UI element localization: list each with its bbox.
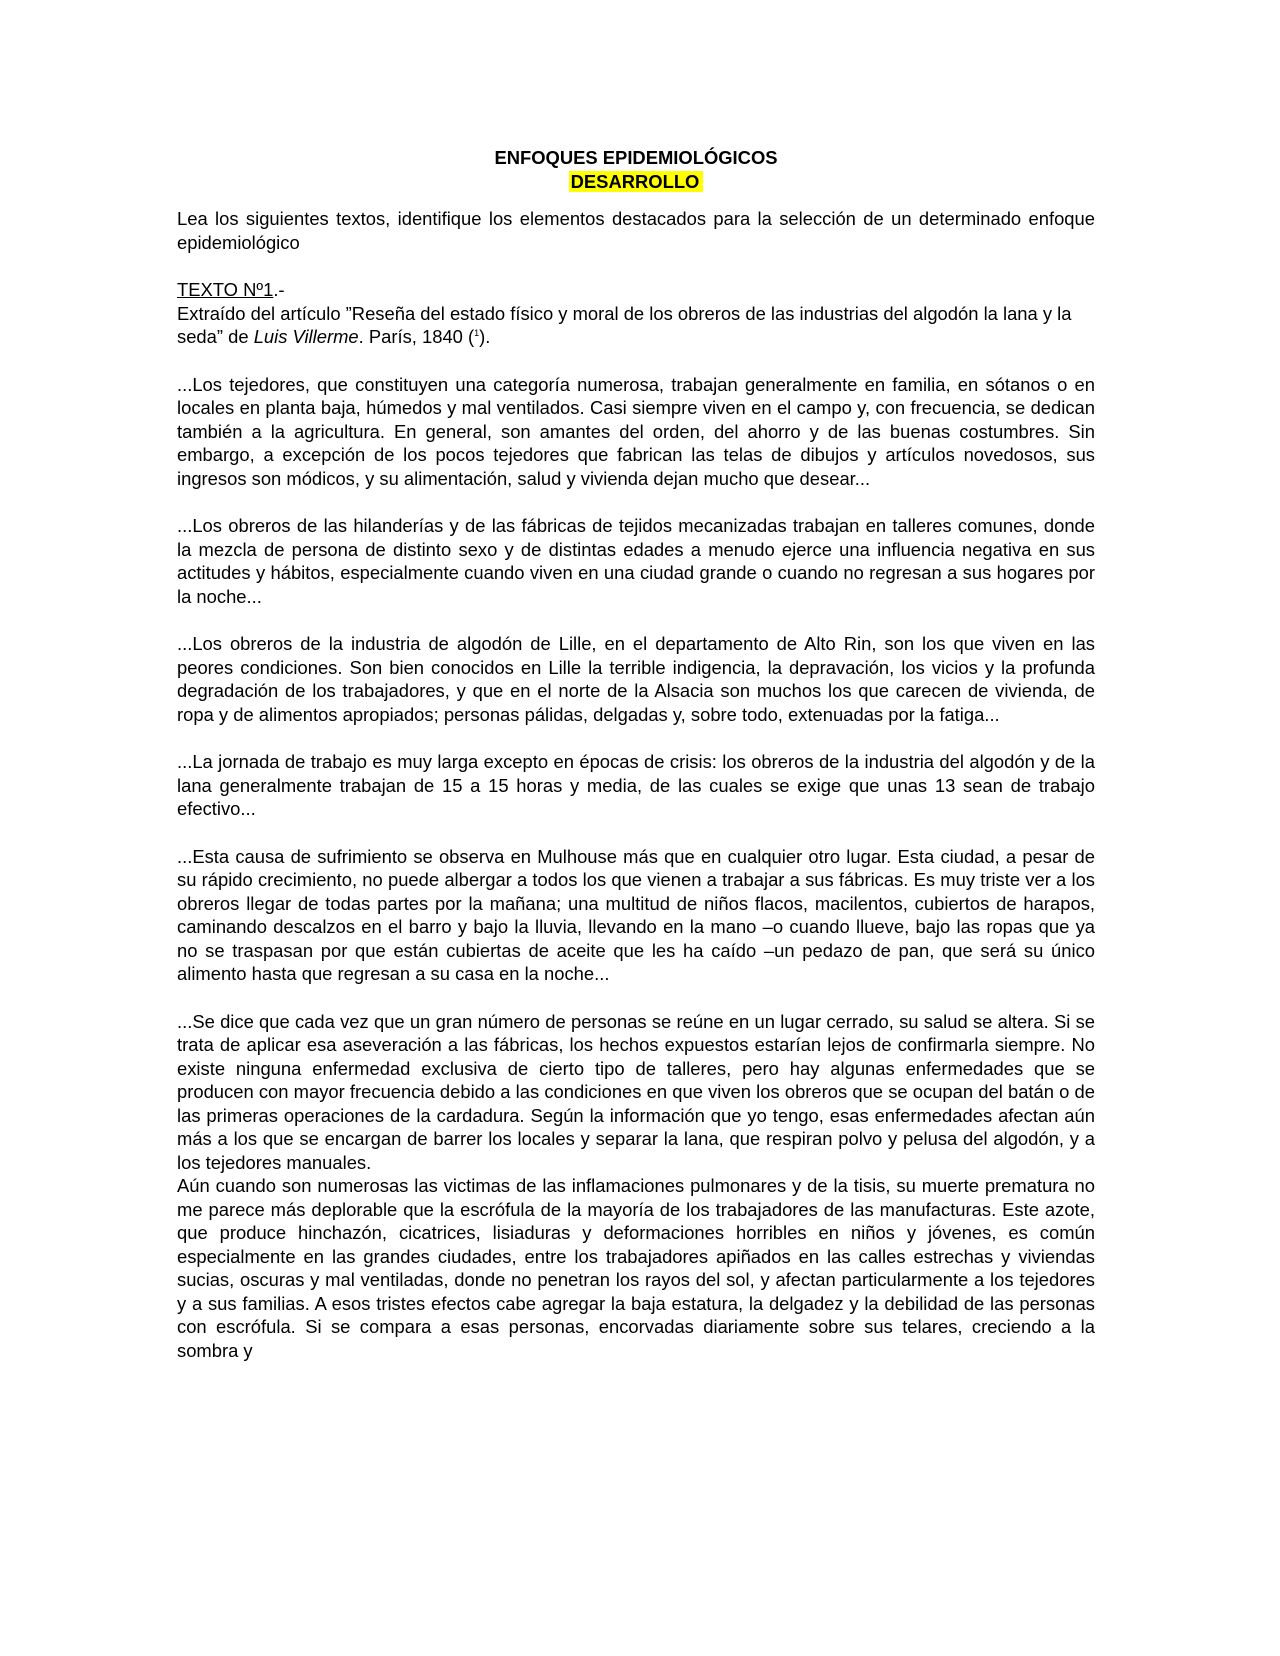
body-paragraph-4: ...La jornada de trabajo es muy larga excepto en épocas de crisis: los obreros de la industria del algodón y de la lana generalmente trabajan de 15 a 15 horas y media, de las cuales se exige que unas 13 sean de trabajo efectivo... (177, 751, 1095, 819)
body-paragraph-5: ...Esta causa de sufrimiento se observa en Mulhouse más que en cualquier otro lugar. Esta ciudad, a pesar de su rápido crecimiento, no puede albergar a todos los que vienen a trabajar a sus fábricas. Es muy triste ver a los obreros llegar de todas partes por la mañana; una multitud de niños flacos, macilentos, cubiertos de harapos, caminando descalzos en el barro y bajo la lluvia, llevando en la mano –o cuando llueve, bajo las ropas que ya no se traspasan por que están cubiertas de aceite que les ha caído –un pedazo de pan, que será su único alimento hasta que regresan a su casa en la noche... (177, 845, 1095, 984)
text-heading-suffix: .- (273, 279, 285, 300)
source-place-year: . París, 1840 ( (358, 326, 475, 347)
body-paragraph-1: ...Los tejedores, que constituyen una categoría numerosa, trabajan generalmente en familia, en sótanos o en locales en planta baja, húmedos y mal ventilados. Casi siempre viven en el campo y, con frecuencia, se dedican también a la agricultura. En general, son amantes del orden, del ahorro y de las buenas costumbres. Sin embargo, a excepción de los pocos tejedores que fabrican las telas de dibujos y artículos novedosos, sus ingresos son módicos, y su alimentación, salud y vivienda dejan mucho que desear... (177, 373, 1095, 489)
document-page (177, 146, 1095, 1362)
text-heading (177, 278, 1095, 302)
body-paragraph-2: ...Los obreros de las hilanderías y de las fábricas de tejidos mecanizadas trabajan en talleres comunes, donde la mezcla de persona de distinto sexo y de distintas edades a menudo ejerce una influencia negativa en sus actitudes y hábitos, especialmente cuando viven en una ciudad grande o cuando no regresan a sus hogares por la noche... (177, 515, 1095, 607)
body-paragraph-6: ...Se dice que cada vez que un gran número de personas se reúne en un lugar cerrado, su salud se altera. Si se trata de aplicar esa aseveración a las fábricas, los hechos expuestos estarían lejos de confirmarla siempre. No existe ninguna enfermedad exclusiva de cierto tipo de talleres, pero hay algunas enfermedades que se producen con mayor frecuencia debido a las condiciones en que viven los obreros que se ocupan del batán o de las primeras operaciones de la cardadura. Según la información que yo tengo, esas enfermedades afectan aún más a los que se encargan de barrer los locales y separar la lana, que respiran polvo y pelusa del algodón, y a los tejedores manuales. (177, 1010, 1095, 1173)
subtitle-container (177, 170, 1095, 194)
body-paragraph-7: Aún cuando son numerosas las victimas de las inflamaciones pulmonares y de la tisis, su muerte prematura no me parece más deplorable que la escrófula de la mayoría de los trabajadores de las manufacturas. Este azote, que produce hinchazón, cicatrices, lisiaduras y deformaciones horribles en niños y jóvenes, es común especialmente en las grandes ciudades, entre los trabajadores apiñados en las calles estrechas y viviendas sucias, oscuras y mal ventiladas, donde no penetran los rayos del sol, y afectan particularmente a los tejedores y a sus familias. A esos tristes efectos cabe agregar la baja estatura, la delgadez y la debilidad de las personas con escrófula. Si se compara a esas personas, encorvadas diariamente sobre sus telares, creciendo a la sombra y (177, 1175, 1095, 1361)
footnote-mark: 1 (474, 327, 480, 338)
body-paragraph-3: ...Los obreros de la industria de algodón de Lille, en el departamento de Alto Rin, son los que viven en las peores condiciones. Son bien conocidos en Lille la terrible indigencia, la depravación, los vicios y la profunda degradación de los trabajadores, y que en el norte de la Alsacia son muchos los que carecen de vivienda, de ropa y de alimentos apropiados; personas pálidas, delgadas y, sobre todo, extenuadas por la fatiga... (177, 633, 1095, 725)
source-close: ). (479, 326, 491, 347)
text-heading-label: TEXTO Nº1 (177, 279, 274, 300)
source-prefix: Extraído del artículo ”Reseña del estado físico y moral de los obreros de las industrias del algodón la lana y la seda” de (177, 302, 1072, 347)
document-title: ENFOQUES EPIDEMIOLÓGICOS (494, 147, 778, 168)
instructions-paragraph: Lea los siguientes textos, identifique los elementos destacados para la selección de un determinado enfoque epidemiológico (177, 208, 1095, 253)
document-subtitle-highlighted: DESARROLLO (569, 171, 704, 192)
source-author: Luis Villerme (253, 326, 359, 347)
source-citation (177, 302, 1095, 349)
